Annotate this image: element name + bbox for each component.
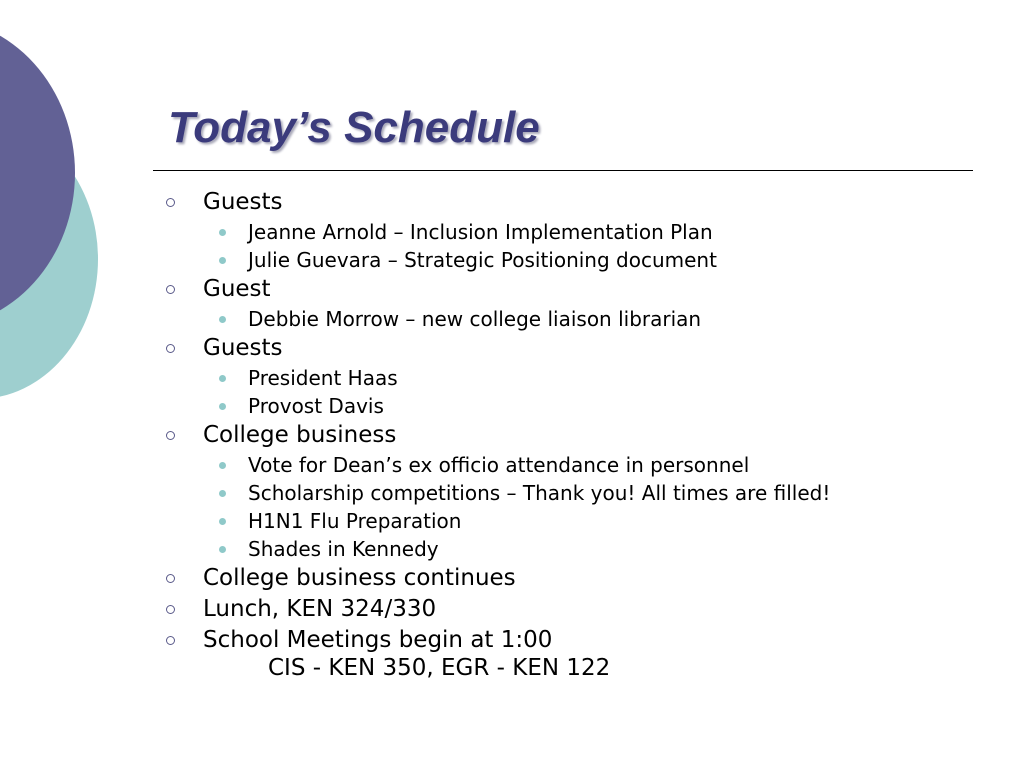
- outline-item-text: Lunch, KEN 324/330: [203, 596, 437, 622]
- sub-item-text: Julie Guevara – Strategic Positioning document: [248, 248, 717, 272]
- sub-item-text: Jeanne Arnold – Inclusion Implementation Plan: [248, 220, 713, 244]
- schedule-outline: [162, 187, 982, 680]
- sub-item: [162, 305, 982, 333]
- dot-bullet-icon: [219, 257, 226, 264]
- dot-bullet-icon: [219, 316, 226, 323]
- outline-item-text: Guest: [203, 276, 271, 302]
- outline-item: [162, 274, 982, 305]
- sub-item-text: Vote for Dean’s ex officio attendance in personnel: [248, 453, 750, 477]
- circle-bullet-icon: [166, 574, 175, 583]
- sub-item-text: President Haas: [248, 366, 398, 390]
- sub-item-text: Shades in Kennedy: [248, 537, 439, 561]
- outline-item-text: Guests: [203, 189, 283, 215]
- sub-item: [162, 392, 982, 420]
- dot-bullet-icon: [219, 462, 226, 469]
- sub-item: [162, 451, 982, 479]
- dot-bullet-icon: [219, 546, 226, 553]
- sub-item: [162, 507, 982, 535]
- dot-bullet-icon: [219, 229, 226, 236]
- dot-bullet-icon: [219, 375, 226, 382]
- dot-bullet-icon: [219, 490, 226, 497]
- sub-item-text: Debbie Morrow – new college liaison librarian: [248, 307, 702, 331]
- circle-bullet-icon: [166, 636, 175, 645]
- sub-item: [162, 479, 982, 507]
- outline-item: [162, 420, 982, 451]
- outline-item-note: CIS - KEN 350, EGR - KEN 122: [268, 655, 611, 681]
- sub-item-text: Scholarship competitions – Thank you! All times are filled!: [248, 481, 831, 505]
- circle-bullet-icon: [166, 431, 175, 440]
- slide-title: Today’s Schedule: [168, 103, 540, 152]
- dot-bullet-icon: [219, 403, 226, 410]
- outline-item-text: School Meetings begin at 1:00: [203, 627, 553, 653]
- title-divider: [153, 170, 973, 171]
- sub-item: [162, 364, 982, 392]
- circle-bullet-icon: [166, 285, 175, 294]
- outline-item-text: College business: [203, 422, 397, 448]
- dot-bullet-icon: [219, 518, 226, 525]
- outline-item: [162, 563, 982, 594]
- sub-item-text: Provost Davis: [248, 394, 384, 418]
- sub-item-text: H1N1 Flu Preparation: [248, 509, 462, 533]
- outline-item: [162, 625, 982, 656]
- outline-item-text: Guests: [203, 335, 283, 361]
- sub-item: [162, 246, 982, 274]
- outline-item: [162, 187, 982, 218]
- sub-item: [162, 218, 982, 246]
- circle-bullet-icon: [166, 344, 175, 353]
- outline-item: [162, 594, 982, 625]
- circle-bullet-icon: [166, 605, 175, 614]
- outline-item-text: College business continues: [203, 565, 516, 591]
- sub-item: [162, 535, 982, 563]
- circle-bullet-icon: [166, 198, 175, 207]
- outline-item: [162, 333, 982, 364]
